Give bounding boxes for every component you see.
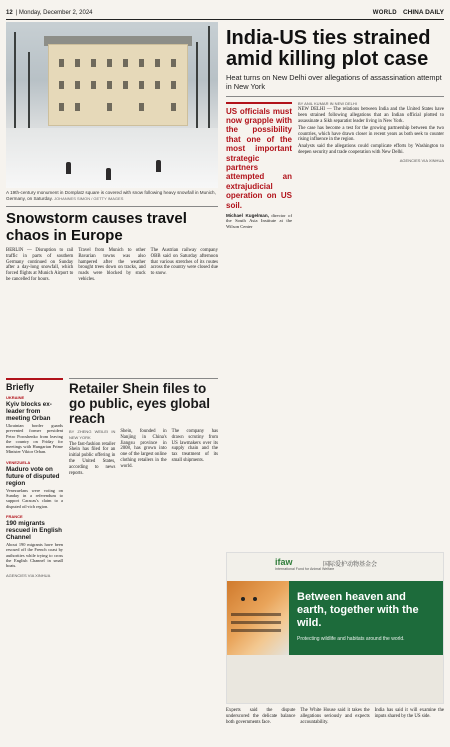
brief-item <box>6 395 63 455</box>
brief-title: 190 migrants rescued in English Channel <box>6 519 62 541</box>
retailer-headline: Retailer Shein files to go public, eyes global reach <box>69 381 211 426</box>
right-page <box>226 22 444 741</box>
retailer-body-col2: Shein, founded in Nanjing in China's Jiangsu province in 2008, has grown into one of the largest online clothing retailers in the world. <box>120 429 167 469</box>
ad-footer-strip <box>227 655 443 703</box>
main-body <box>226 100 444 229</box>
ifaw-tagline: International Fund for Animal Welfare <box>275 567 335 571</box>
pull-quote <box>226 102 292 231</box>
briefly-agency: AGENCIES VIA XINHUA <box>6 573 51 579</box>
masthead <box>6 6 444 20</box>
snow-photo <box>6 22 218 188</box>
ifaw-chinese-name: 国际爱护动物基金会 <box>323 562 378 568</box>
retailer-body <box>69 429 218 477</box>
continuation-col3: India has said it will examine the inputs shared by the US side. <box>374 708 444 719</box>
main-body-col2: The case has become a test for the growing partnership between the two countries, which have drawn closer in recent years as both seek to counter rising influence in the region. <box>298 125 444 143</box>
page-date: | Monday, December 2, 2024 <box>15 9 93 16</box>
quote-name: Michael Kugelman, <box>226 213 269 219</box>
snow-ground <box>6 128 218 188</box>
ifaw-advertisement <box>226 552 444 704</box>
main-body-col3: Analysts said the allegations could complicate efforts by Washington to deepen security and trade cooperation with New Delhi. <box>298 144 444 155</box>
page-number: 12 <box>6 9 13 16</box>
main-deck: Heat turns on New Delhi over allegations of assassination attempt in New York <box>226 73 442 91</box>
quote-title: director of the South Asia Institute at the Wilson Center <box>226 213 293 229</box>
main-headline: India-US ties strained amid killing plot case <box>226 27 431 70</box>
snow-body-col2: Travel from Munich to other Bavarian towns was also hampered after the weather brought trees down on tracks, and roads were blocked by stuck vehicles. <box>78 248 146 282</box>
ifaw-logo: ifaw International Fund for Animal Welfare <box>275 557 335 571</box>
brief-region: VENEZUELA <box>6 459 31 465</box>
brief-body: Venezuelans were voting on Sunday in a referendum to support Caracas's claim to a disputed oil-rich region. <box>6 487 63 509</box>
continuation-text <box>226 708 444 741</box>
main-lead: NEW DELHI — The relations between India and the United States have been strained following allegations that an Indian official plotted to assassinate a Sikh separatist leader living in New York. <box>298 107 444 124</box>
brief-item <box>6 514 63 568</box>
brief-title: Maduro vote on future of disputed region <box>6 465 60 487</box>
snow-article <box>6 206 218 284</box>
brief-region: FRANCE <box>6 513 23 519</box>
divider <box>226 96 444 97</box>
retailer-body-col1: The fast-fashion retailer Shein has filed for an initial public offering in the United States, according to news reports. <box>69 441 116 476</box>
ad-slogan-panel <box>289 581 443 655</box>
section-label: WORLD <box>372 9 397 16</box>
brief-body: Ukrainian border guards prevented former president Petro Poroshenko from leaving the country on Friday for meetings with Hungarian Prime Minister Viktor Orban. <box>6 423 63 455</box>
continuation-col1: Experts said the dispute underscored the delicate balance both governments face. <box>226 708 296 725</box>
snow-caption-block <box>6 190 218 201</box>
retailer-body-col3: The company has drawn scrutiny from US lawmakers over its supply chain and the tax treatment of its small shipments. <box>171 429 218 463</box>
brief-region: UKRAINE <box>6 395 25 400</box>
snow-body-col1: BERLIN — Disruption to rail traffic in parts of southern Germany continued on Sunday after a day-long snowfall, which forced flights at Munich Airport to be cancelled for hours. <box>6 248 74 282</box>
main-byline: BY ANIL KUMAR IN NEW DELHI <box>298 100 357 106</box>
building <box>48 44 188 126</box>
briefly-label: Briefly <box>6 378 63 392</box>
brief-item <box>6 460 63 509</box>
briefly-column <box>6 378 63 741</box>
retailer-article <box>69 378 218 741</box>
left-page <box>6 22 218 741</box>
ad-subtext: Protecting wildlife and habitats around the world. <box>297 636 405 642</box>
pull-quote-text: US officials must now grapple with the possibility that one of the most important strategic partners attempted an extrajudicial operation on US soil. <box>226 106 292 210</box>
retailer-byline: BY ZHENG WEILEI IN NEW YORK <box>69 429 116 440</box>
tiger-image <box>227 581 289 655</box>
photo-credit: JOHANNES SIMON / GETTY IMAGES <box>54 195 124 201</box>
pull-quote-attribution <box>226 213 292 229</box>
main-agency: AGENCIES VIA XINHUA <box>399 157 444 163</box>
brief-title: Kyiv blocks ex-leader from meeting Orban <box>6 401 52 422</box>
snow-body <box>6 248 218 284</box>
snow-body-col3: The Austrian railway company OBB said on Saturday afternoon that various stretches of its routes across the country were closed due to snow. <box>150 248 218 277</box>
photo-caption: A 19th-century monument in Domplatz square is covered with snow following heavy snowfall in Munich, Germany, on Saturday. JOHANNES SIMON / GETTY IMAGES <box>6 190 216 201</box>
newspaper-brand: CHINA DAILY <box>402 9 444 16</box>
snow-headline: Snowstorm causes travel chaos in Europe <box>6 210 187 244</box>
brief-body: About 190 migrants have been rescued off the French coast by authorities while trying to cross the English Channel in small boats. <box>6 541 63 569</box>
continuation-col2: The White House said it takes the allegations seriously and expects accountability. <box>300 708 370 725</box>
ad-slogan: Between heaven and earth, together with the wild. <box>297 591 419 629</box>
